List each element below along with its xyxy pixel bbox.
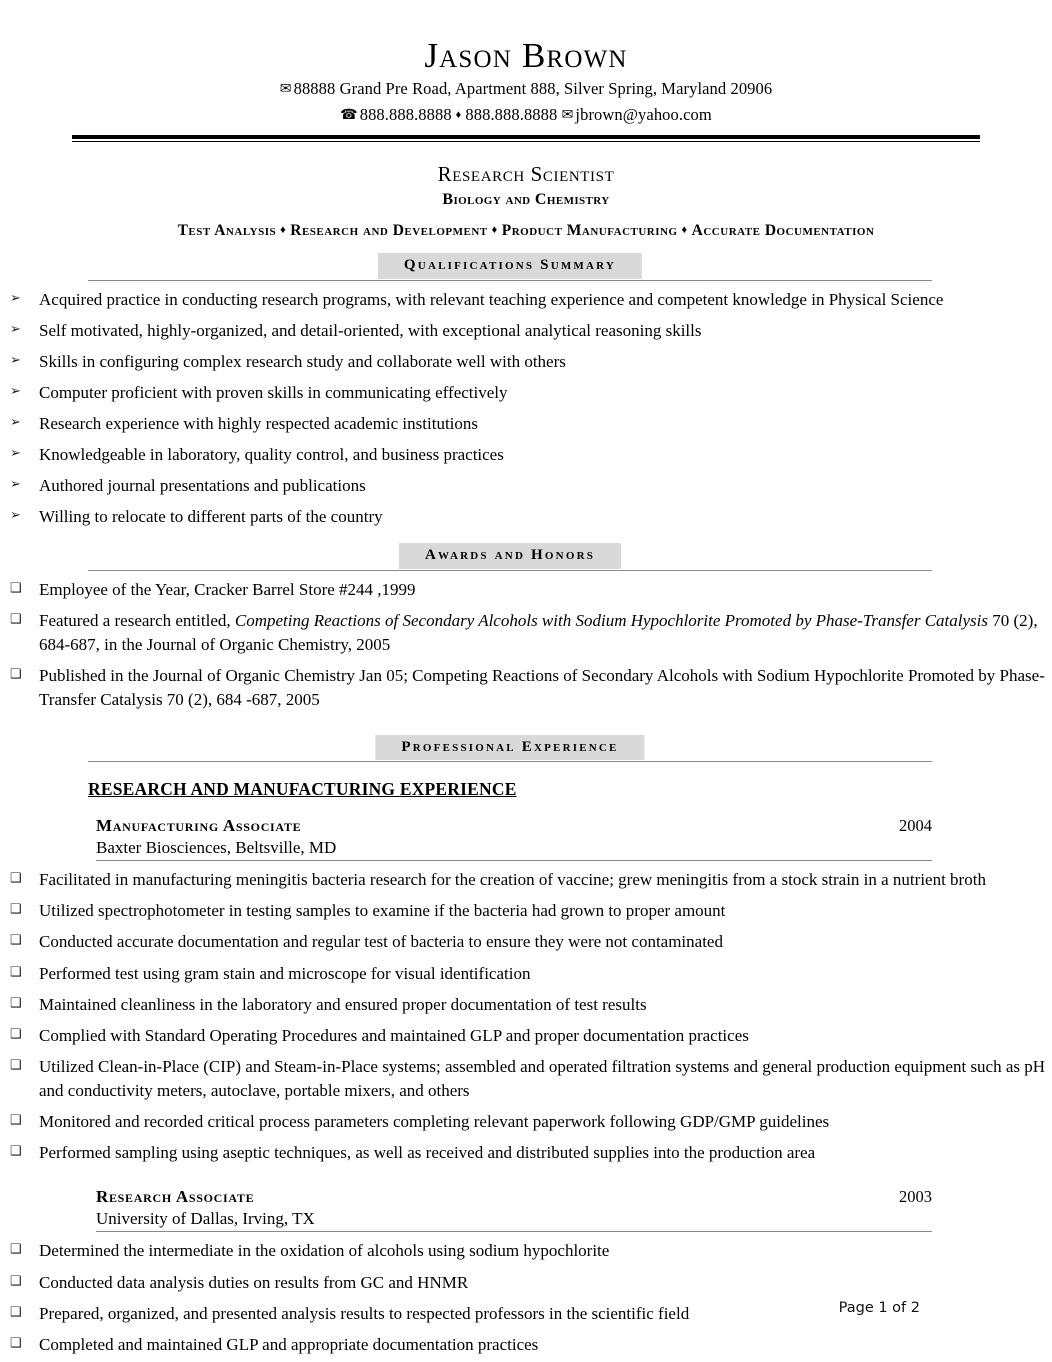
square-bullet-icon: ❑ <box>10 1025 22 1041</box>
address-line <box>0 76 1052 102</box>
keyword-1: Research and Development <box>290 221 488 239</box>
list-item-text: Utilized spectrophotometer in testing samples to examine if the bacteria had grown to proper amount <box>39 901 726 921</box>
arrow-bullet-icon: ➢ <box>10 414 21 430</box>
list-item-text: Research experience with highly respected academic institutions <box>39 414 479 434</box>
header-divider <box>72 135 980 142</box>
list-item-text: Prepared, organized, and presented analysis results to respected professors in the scientific field <box>39 1303 690 1323</box>
job-year: 2004 <box>899 816 932 836</box>
award-text-pre: Featured a research entitled, <box>39 610 235 630</box>
list-item <box>0 443 1052 467</box>
list-item-text: Authored journal presentations and publications <box>39 476 366 496</box>
square-bullet-icon: ❑ <box>10 1056 22 1072</box>
arrow-bullet-icon: ➢ <box>10 507 21 523</box>
square-bullet-icon: ❑ <box>10 579 22 595</box>
list-item <box>0 930 1052 954</box>
list-item <box>0 1110 1052 1134</box>
square-bullet-icon: ❑ <box>10 1143 22 1159</box>
list-item-text: Maintained cleanliness in the laboratory and ensured proper documentation of test results <box>39 994 647 1014</box>
square-bullet-icon: ❑ <box>10 901 22 917</box>
list-item-text: Monitored and recorded critical process parameters completing relevant paperwork following GDP/GMP guidelines <box>39 1112 830 1132</box>
list-item <box>0 381 1052 405</box>
list-item <box>0 1055 1052 1103</box>
square-bullet-icon: ❑ <box>10 665 22 681</box>
list-item-text: Skills in configuring complex research study and collaborate well with others <box>39 351 566 371</box>
list-item <box>0 288 1052 312</box>
section-header-qualifications <box>88 257 932 281</box>
arrow-bullet-icon: ➢ <box>10 351 21 367</box>
list-item <box>0 1271 1052 1295</box>
list-item-text: Completed and maintained GLP and appropriate documentation practices <box>39 1334 539 1354</box>
list-item-text: Self motivated, highly-organized, and detail-oriented, with exceptional analytical reasoning skills <box>39 320 702 340</box>
list-item <box>0 664 1052 712</box>
list-item-text: Computer proficient with proven skills in communicating effectively <box>39 382 508 402</box>
job-title: Research Associate <box>96 1187 255 1207</box>
list-item-text: Knowledgeable in laboratory, quality control, and business practices <box>39 445 504 465</box>
job-header-row <box>96 1187 932 1207</box>
list-item <box>0 1239 1052 1263</box>
job-year: 2003 <box>899 1187 932 1207</box>
job-entry <box>96 1187 932 1232</box>
award-publication-title: Competing Reactions of Secondary Alcohols with Sodium Hypochlorite Promoted by Phase-Transfer Catalysis <box>234 610 988 630</box>
qualifications-list <box>0 288 1052 530</box>
section-rule <box>88 280 932 281</box>
phone-primary: 888.888.8888 <box>359 104 452 124</box>
list-item <box>0 962 1052 986</box>
section-rule <box>88 761 932 762</box>
list-item <box>0 993 1052 1017</box>
keyword-separator: ♦ <box>280 223 287 236</box>
phone-email-line <box>0 102 1052 128</box>
list-item-text: Utilized Clean-in-Place (CIP) and Steam-in-Place systems; assembled and operated filtration systems and general production equipment such as pH and conductivity meters, autoclave, portable mixers, and others <box>39 1056 1046 1101</box>
arrow-bullet-icon: ➢ <box>10 320 21 336</box>
arrow-bullet-icon: ➢ <box>10 289 21 305</box>
mailbox-icon: ✉ <box>279 82 292 98</box>
list-item-text: Facilitated in manufacturing meningitis bacteria research for the creation of vaccine; grew meningitis from a stock strain in a nutrient broth <box>39 870 986 890</box>
list-item <box>0 1333 1052 1357</box>
phone-secondary: 888.888.8888 <box>465 104 558 124</box>
job-title: Manufacturing Associate <box>96 816 302 836</box>
section-title-experience: Professional Experience <box>375 735 644 760</box>
job-duties-list <box>0 868 1052 1165</box>
job-target-keywords <box>0 222 1052 240</box>
candidate-name: Jason Brown <box>424 36 628 75</box>
square-bullet-icon: ❑ <box>10 870 22 886</box>
square-bullet-icon: ❑ <box>10 1241 22 1257</box>
resume-header <box>0 0 1052 142</box>
job-entry <box>96 816 932 861</box>
keyword-separator: ♦ <box>681 223 688 236</box>
job-target-title: Research Scientist <box>437 162 615 187</box>
list-item-text: Conducted data analysis duties on results from GC and HNMR <box>39 1272 469 1292</box>
list-item-text: Performed sampling using aseptic techniques, as well as received and distributed supplies into the production area <box>39 1143 816 1163</box>
section-title-qualifications: Qualifications Summary <box>378 253 642 278</box>
square-bullet-icon: ❑ <box>10 932 22 948</box>
square-bullet-icon: ❑ <box>10 963 22 979</box>
list-item-text: Performed test using gram stain and microscope for visual identification <box>39 963 531 983</box>
arrow-bullet-icon: ➢ <box>10 382 21 398</box>
list-item <box>0 578 1052 602</box>
list-item <box>0 350 1052 374</box>
section-header-awards <box>88 547 932 571</box>
list-item <box>0 1141 1052 1165</box>
square-bullet-icon: ❑ <box>10 1303 22 1319</box>
job-header-row <box>96 816 932 836</box>
job-employer: University of Dallas, Irving, TX <box>96 1209 932 1232</box>
list-item <box>0 609 1052 657</box>
award-text-post: 70 (2), 684-687, in the Journal of Organic Chemistry, 2005 <box>39 610 1038 654</box>
keyword-2: Product Manufacturing <box>501 221 678 239</box>
list-item-text: Complied with Standard Operating Procedures and maintained GLP and proper documentation practices <box>39 1025 749 1045</box>
square-bullet-icon: ❑ <box>10 1272 22 1288</box>
square-bullet-icon: ❑ <box>10 1112 22 1128</box>
email-text[interactable]: jbrown@yahoo.com <box>575 104 712 124</box>
envelope-icon: ✉ <box>561 107 574 123</box>
keyword-3: Accurate Documentation <box>691 221 875 239</box>
list-item-text: Acquired practice in conducting research programs, with relevant teaching experience and competent knowledge in Physical Science <box>39 289 944 309</box>
arrow-bullet-icon: ➢ <box>10 476 21 492</box>
list-item <box>0 505 1052 529</box>
list-item <box>0 474 1052 498</box>
square-bullet-icon: ❑ <box>10 994 22 1010</box>
telephone-icon: ☎ <box>340 107 358 123</box>
square-bullet-icon: ❑ <box>10 610 22 626</box>
list-item <box>0 899 1052 923</box>
list-item-text: Determined the intermediate in the oxidation of alcohols using sodium hypochlorite <box>39 1241 610 1261</box>
arrow-bullet-icon: ➢ <box>10 445 21 461</box>
list-item-text: Willing to relocate to different parts of the country <box>39 507 383 527</box>
list-item <box>0 1024 1052 1048</box>
job-target-subtitle: Biology and Chemistry <box>442 190 610 208</box>
keyword-0: Test Analysis <box>177 221 277 239</box>
page-footer: Page 1 of 2 <box>838 1300 920 1316</box>
contact-separator: ♦ <box>455 108 462 121</box>
experience-group-title: RESEARCH AND MANUFACTURING EXPERIENCE <box>88 779 517 800</box>
job-employer: Baxter Biosciences, Beltsville, MD <box>96 838 932 861</box>
section-header-experience <box>88 738 932 762</box>
award-text-pre: Employee of the Year, Cracker Barrel Store #244 ,1999 <box>39 579 416 599</box>
job-duties-list <box>0 1239 1052 1357</box>
section-title-awards: Awards and Honors <box>399 543 621 568</box>
awards-list <box>0 578 1052 713</box>
address-text: 88888 Grand Pre Road, Apartment 888, Silver Spring, Maryland 20906 <box>293 79 773 99</box>
list-item <box>0 412 1052 436</box>
keyword-separator: ♦ <box>491 223 498 236</box>
list-item <box>0 319 1052 343</box>
list-item-text: Conducted accurate documentation and regular test of bacteria to ensure they were not contaminated <box>39 932 723 952</box>
target-title-block <box>0 162 1052 239</box>
list-item <box>0 868 1052 892</box>
award-text-pre: Published in the Journal of Organic Chemistry Jan 05; Competing Reactions of Secondary Alcohols with Sodium Hypochlorite Promoted by Phase-Transfer Catalysis 70 (2), 684 -687, 2005 <box>39 665 1045 710</box>
section-rule <box>88 570 932 571</box>
square-bullet-icon: ❑ <box>10 1334 22 1350</box>
